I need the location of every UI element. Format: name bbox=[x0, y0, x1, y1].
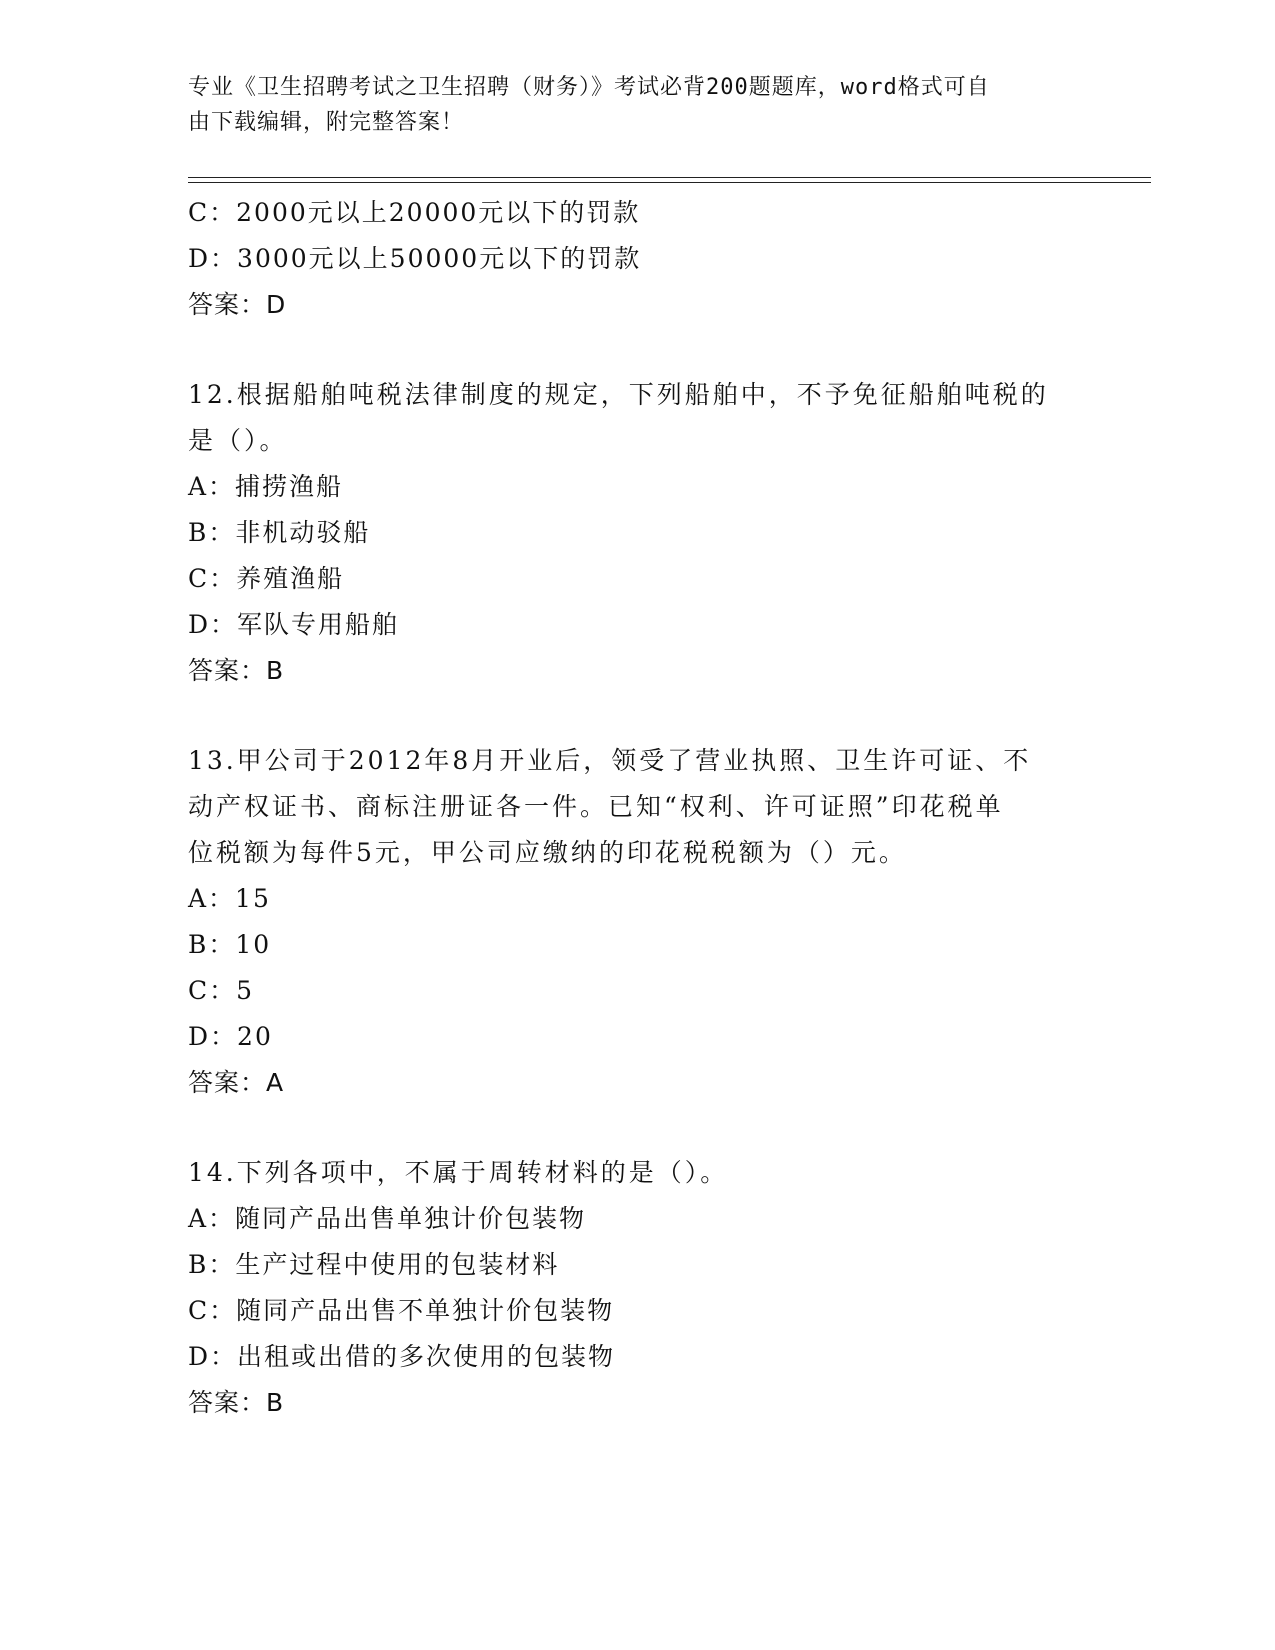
question-14 bbox=[188, 1150, 1118, 1426]
header-line-1: 专业《卫生招聘考试之卫生招聘（财务）》考试必背200题题库，word格式可自 bbox=[188, 75, 990, 100]
answer-line: 答案：A bbox=[188, 1068, 285, 1097]
option-c: C：随同产品出售不单独计价包装物 bbox=[188, 1296, 615, 1325]
option-c: C：2000元以上20000元以下的罚款 bbox=[188, 198, 641, 227]
question-text: 12.根据船舶吨税法律制度的规定，下列船舶中，不予免征船舶吨税的 bbox=[188, 380, 1049, 409]
option-d: D：军队专用船舶 bbox=[188, 610, 400, 639]
header-divider-bottom bbox=[188, 182, 1151, 183]
option-b: B：10 bbox=[188, 930, 272, 959]
question-text: 位税额为每件5元，甲公司应缴纳的印花税税额为（）元。 bbox=[188, 838, 907, 867]
spacer bbox=[188, 694, 1118, 738]
header-line-2: 由下载编辑，附完整答案！ bbox=[188, 110, 465, 135]
document-header bbox=[188, 70, 1088, 140]
option-b: B：非机动驳船 bbox=[188, 518, 371, 547]
option-d: D：3000元以上50000元以下的罚款 bbox=[188, 244, 642, 273]
option-b: B：生产过程中使用的包装材料 bbox=[188, 1250, 560, 1279]
question-text: 是（）。 bbox=[188, 426, 288, 455]
question-text: 动产权证书、商标注册证各一件。已知“权利、许可证照”印花税单 bbox=[188, 792, 1004, 821]
option-a: A：捕捞渔船 bbox=[188, 472, 344, 501]
option-a: A：随同产品出售单独计价包装物 bbox=[188, 1204, 587, 1233]
spacer bbox=[188, 328, 1118, 372]
answer-line: 答案：D bbox=[188, 290, 287, 319]
answer-line: 答案：B bbox=[188, 1388, 285, 1417]
question-13 bbox=[188, 738, 1118, 1106]
question-text: 13.甲公司于2012年8月开业后，领受了营业执照、卫生许可证、不 bbox=[188, 746, 1032, 775]
question-text: 14.下列各项中，不属于周转材料的是（）。 bbox=[188, 1158, 729, 1187]
question-11-continued bbox=[188, 190, 1118, 328]
option-d: D：20 bbox=[188, 1022, 273, 1051]
header-divider-top bbox=[188, 177, 1151, 178]
question-12 bbox=[188, 372, 1118, 694]
spacer bbox=[188, 1106, 1118, 1150]
answer-line: 答案：B bbox=[188, 656, 285, 685]
option-c: C：养殖渔船 bbox=[188, 564, 345, 593]
document-body bbox=[188, 190, 1118, 1426]
option-d: D：出租或出借的多次使用的包装物 bbox=[188, 1342, 616, 1371]
option-c: C：5 bbox=[188, 976, 255, 1005]
option-a: A：15 bbox=[188, 884, 271, 913]
